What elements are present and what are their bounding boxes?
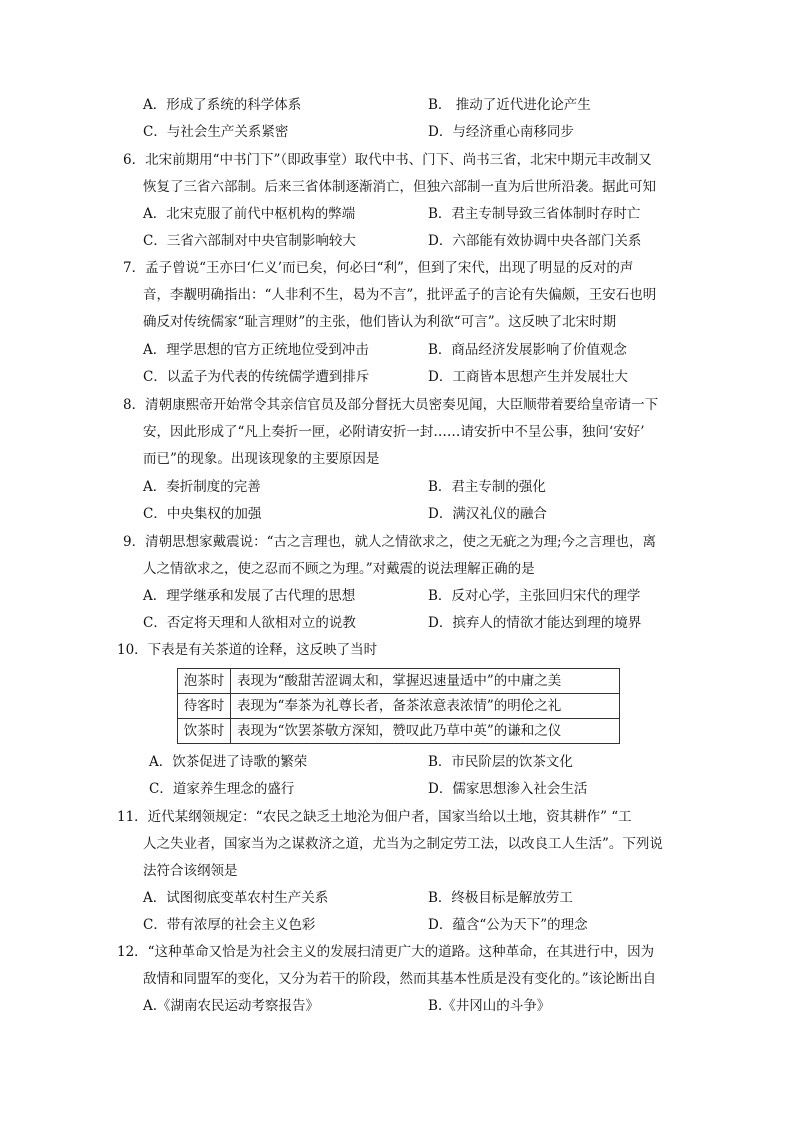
q9-option-b: B．反对心学，主张回归宋代的理学 <box>428 588 641 604</box>
q10-option-b: B．市民阶层的饮茶文化 <box>428 754 573 770</box>
q5-option-c: C．与社会生产关系紧密 <box>143 124 289 140</box>
q12-option-a: A.《湖南农民运动考察报告》 <box>143 998 320 1014</box>
q7-option-d: D．工商皆本思想产生并发展壮大 <box>428 369 628 385</box>
q12-stem-line-1: 12．“这种革命又恰是为社会主义的发展扫清更广大的道路。这种革命，在其进行中，因为 <box>117 944 655 960</box>
q10-option-c: C．道家养生理念的盛行 <box>149 781 295 797</box>
table-row <box>178 669 620 694</box>
q7-stem-line-1: 7．孟子曾说“王亦曰‘仁义’而已矣，何必曰“利”，但到了宋代，出现了明显的反对的声 <box>123 260 634 276</box>
q9-stem-line-1: 9．清朝思想家戴震说：“古之言理也，就人之情欲求之，使之无疵之为理;今之言理也，离 <box>123 534 657 550</box>
q8-option-a: A．奏折制度的完善 <box>143 479 261 495</box>
q9-option-d: D．摈弃人的情欲才能达到理的境界 <box>428 615 642 631</box>
table-cell-key: 饮茶时 <box>178 719 231 744</box>
q8-stem-line-1: 8．清朝康熙帝开始常令其亲信官员及部分督抚大员密奏见闻，大臣顺带着要给皇帝请一下 <box>123 397 659 413</box>
q9-option-c: C．否定将天理和人欲相对立的说教 <box>143 615 356 631</box>
table-cell-key: 泡茶时 <box>178 669 231 694</box>
q9-stem-line-2: 人之情欲求之，使之忍而不顾之为理。”对戴震的说法理解正确的是 <box>143 561 535 577</box>
q8-stem-line-3: 而已”的现象。出现该现象的主要原因是 <box>143 451 380 467</box>
q11-option-c: C．带有浓厚的社会主义色彩 <box>143 917 316 933</box>
q6-stem-line-1: 6．北宋前期用“中书门下”（即政事堂）取代中书、门下、尚书三省，北宋中期元丰改制又 <box>123 152 652 168</box>
table-cell-key: 待客时 <box>178 694 231 719</box>
q7-option-b: B．商品经济发展影响了价值观念 <box>428 342 627 358</box>
q7-option-a: A．理学思想的官方正统地位受到冲击 <box>143 342 369 358</box>
q7-stem-line-2: 音，李觏明确指出：“人非利不生，曷为不言”，批评孟子的言论有失偏颇，王安石也明 <box>143 287 657 303</box>
q7-stem-line-3: 确反对传统儒家“耻言理财”的主张，他们皆认为利欲“可言”。这反映了北宋时期 <box>143 314 617 330</box>
q8-option-c: C．中央集权的加强 <box>143 506 262 522</box>
q9-option-a: A．理学继承和发展了古代理的思想 <box>143 588 356 604</box>
q5-option-b: B． 推动了近代进化论产生 <box>428 97 591 113</box>
q6-option-a: A．北宋克服了前代中枢机构的弊端 <box>143 206 356 222</box>
q5-option-a: A．形成了系统的科学体系 <box>143 97 302 113</box>
q6-stem-line-2: 恢复了三省六部制。后来三省体制逐渐消亡，但独六部制一直为后世所沿袭。据此可知 <box>143 179 656 195</box>
table-cell-value: 表现为“饮罢茶敬方深知，赞叹此乃草中英”的谦和之仪 <box>231 719 620 744</box>
q6-option-b: B．君主专制导致三省体制时存时亡 <box>428 206 641 222</box>
q10-option-d: D．儒家思想渗入社会生活 <box>428 781 588 797</box>
q8-option-d: D．满汉礼仪的融合 <box>428 506 547 522</box>
q11-stem-line-2: 人之失业者，国家当为之谋救济之道，尤当为之制定劳工法，以改良工人生活”。下列说 <box>143 836 663 852</box>
table-row <box>178 694 620 719</box>
q12-stem-line-2: 敌情和同盟军的变化，又分为若干的阶段，然而其基本性质是没有变化的。”该论断出自 <box>143 971 657 987</box>
q11-stem-line-3: 法符合该纲领是 <box>143 863 238 879</box>
q6-option-d: D．六部能有效协调中央各部门关系 <box>428 233 642 249</box>
q7-option-c: C．以孟子为代表的传统儒学遭到排斥 <box>143 369 370 385</box>
q11-option-a: A．试图彻底变革农村生产关系 <box>143 890 329 906</box>
q11-option-d: D．蕴含“公为天下”的理念 <box>428 917 588 933</box>
table-row <box>178 719 620 744</box>
q8-option-b: B．君主专制的强化 <box>428 479 546 495</box>
table-cell-value: 表现为“奉茶为礼尊长者，备茶浓意表浓情”的明伦之礼 <box>231 694 620 719</box>
q10-option-a: A．饮茶促进了诗歌的繁荣 <box>149 754 308 770</box>
q12-option-b: B.《井冈山的斗争》 <box>428 998 551 1014</box>
q10-stem-line-1: 10．下表是有关茶道的诠释，这反映了当时 <box>117 642 378 658</box>
table-cell-value: 表现为“酸甜苦涩调太和，掌握迟速量适中”的中庸之美 <box>231 669 620 694</box>
q6-option-c: C．三省六部制对中央官制影响较大 <box>143 233 356 249</box>
q11-stem-line-1: 11．近代某纲领规定：“农民之缺乏土地沦为佃户者，国家当给以土地，资其耕作” “工 <box>117 809 632 825</box>
q5-option-d: D．与经济重心南移同步 <box>428 124 574 140</box>
q8-stem-line-2: 安，因此形成了“凡上奏折一匣，必附请安折一封……请安折中不呈公事，独问‘安好’ <box>143 424 645 440</box>
tea-ceremony-table <box>177 668 620 744</box>
q11-option-b: B．终极目标是解放劳工 <box>428 890 573 906</box>
